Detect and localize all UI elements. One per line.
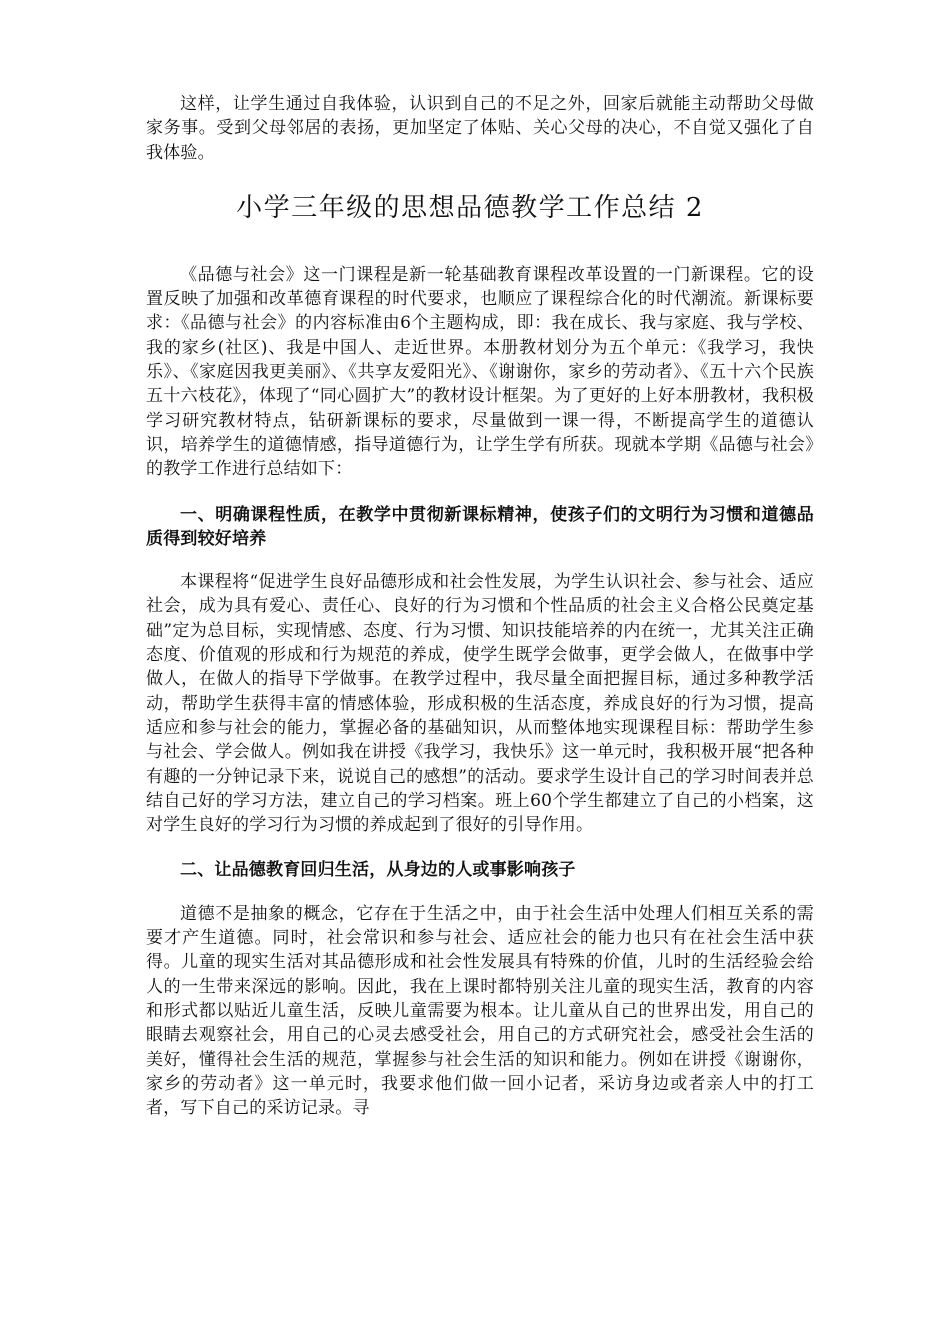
section-heading-2: 二、让品德教育回归生活，从身边的人或事影响孩子 — [180, 860, 576, 881]
intro-paragraph: 这样，让学生通过自我体验，认识到自己的不足之外，回家后就能主动帮助父母做家务事。受到父母邻居的表扬，更加坚定了体贴、关心父母的决心，不自觉又强化了自我体验。 — [146, 94, 814, 163]
paragraph-life-education: 道德不是抽象的概念，它存在于生活之中，由于社会生活中处理人们相互关系的需要才产生道德。同时，社会常识和参与社会、适应社会的能力也只有在社会生活中获得。儿童的现实生活对其品德形成和社会性发展具有特殊的价值，儿时的生活经验会给人的一生带来深远的影响。因此，我在上课时都特别关注儿童的现实生活，教育的内容和形式都以贴近儿童生活，反映儿童需要为根本。让儿童从自己的世界出发，用自己的眼睛去观察社会，用自己的心灵去感受社会，用自己的方式研究社会，感受社会生活的美好，懂得社会生活的规范，掌握参与社会生活的知识和能力。例如在讲授《谢谢你，家乡的劳动者》这一单元时，我要求他们做一回小记者，采访身边或者亲人中的打工者，写下自己的采访记录。寻 — [146, 903, 814, 1119]
document-page — [146, 92, 814, 1120]
section-heading-1: 一、明确课程性质，在教学中贯彻新课标精神，使孩子们的文明行为习惯和道德品质得到较好培养 — [146, 504, 814, 549]
paragraph-course-goals: 本课程将“促进学生良好品德形成和社会性发展，为学生认识社会、参与社会、适应社会，成为具有爱心、责任心、良好的行为习惯和个性品质的社会主义合格公民奠定基础”定为总目标，实现情感、态度、行为习惯、知识技能培养的内在统一，尤其关注正确态度、价值观的形成和行为规范的养成，使学生既学会做事，更学会做人，在做事中学做人，在做人的指导下学做事。在教学过程中，我尽量全面把握目标，通过多种教学活动，帮助学生获得丰富的情感体验，形成积极的生活态度，养成良好的行为习惯，提高适应和参与社会的能力，掌握必备的基础知识，从而整体地实现课程目标：帮助学生参与社会、学会做人。例如我在讲授《我学习，我快乐》这一单元时，我积极开展“把各种有趣的一分钟记录下来，说说自己的感想”的活动。要求学生设计自己的学习时间表并总结自己好的学习方法，建立自己的学习档案。班上60个学生都建立了自己的小档案，这对学生良好的学习行为习惯的养成起到了很好的引导作用。 — [146, 572, 814, 836]
document-title: 小学三年级的思想品德教学工作总结 2 — [236, 192, 704, 223]
paragraph-course-overview: 《品德与社会》这一门课程是新一轮基础教育课程改革设置的一门新课程。它的设置反映了加强和改革德育课程的时代要求，也顺应了课程综合化的时代潮流。新课标要求：《品德与社会》的内容标准由6个主题构成，即：我在成长、我与家庭、我与学校、我的家乡(社区)、我是中国人、走近世界。本册教材划分为五个单元：《我学习，我快乐》、《家庭因我更美丽》、《共享友爱阳光》、《谢谢你，家乡的劳动者》、《五十六个民族五十六枝花》，体现了“同心圆扩大”的教材设计框架。为了更好的上好本册教材，我积极学习研究教材特点，钻研新课标的要求，尽量做到一课一得，不断提高学生的道德认识，培养学生的道德情感，指导道德行为，让学生学有所获。现就本学期《品德与社会》的教学工作进行总结如下： — [146, 264, 814, 480]
